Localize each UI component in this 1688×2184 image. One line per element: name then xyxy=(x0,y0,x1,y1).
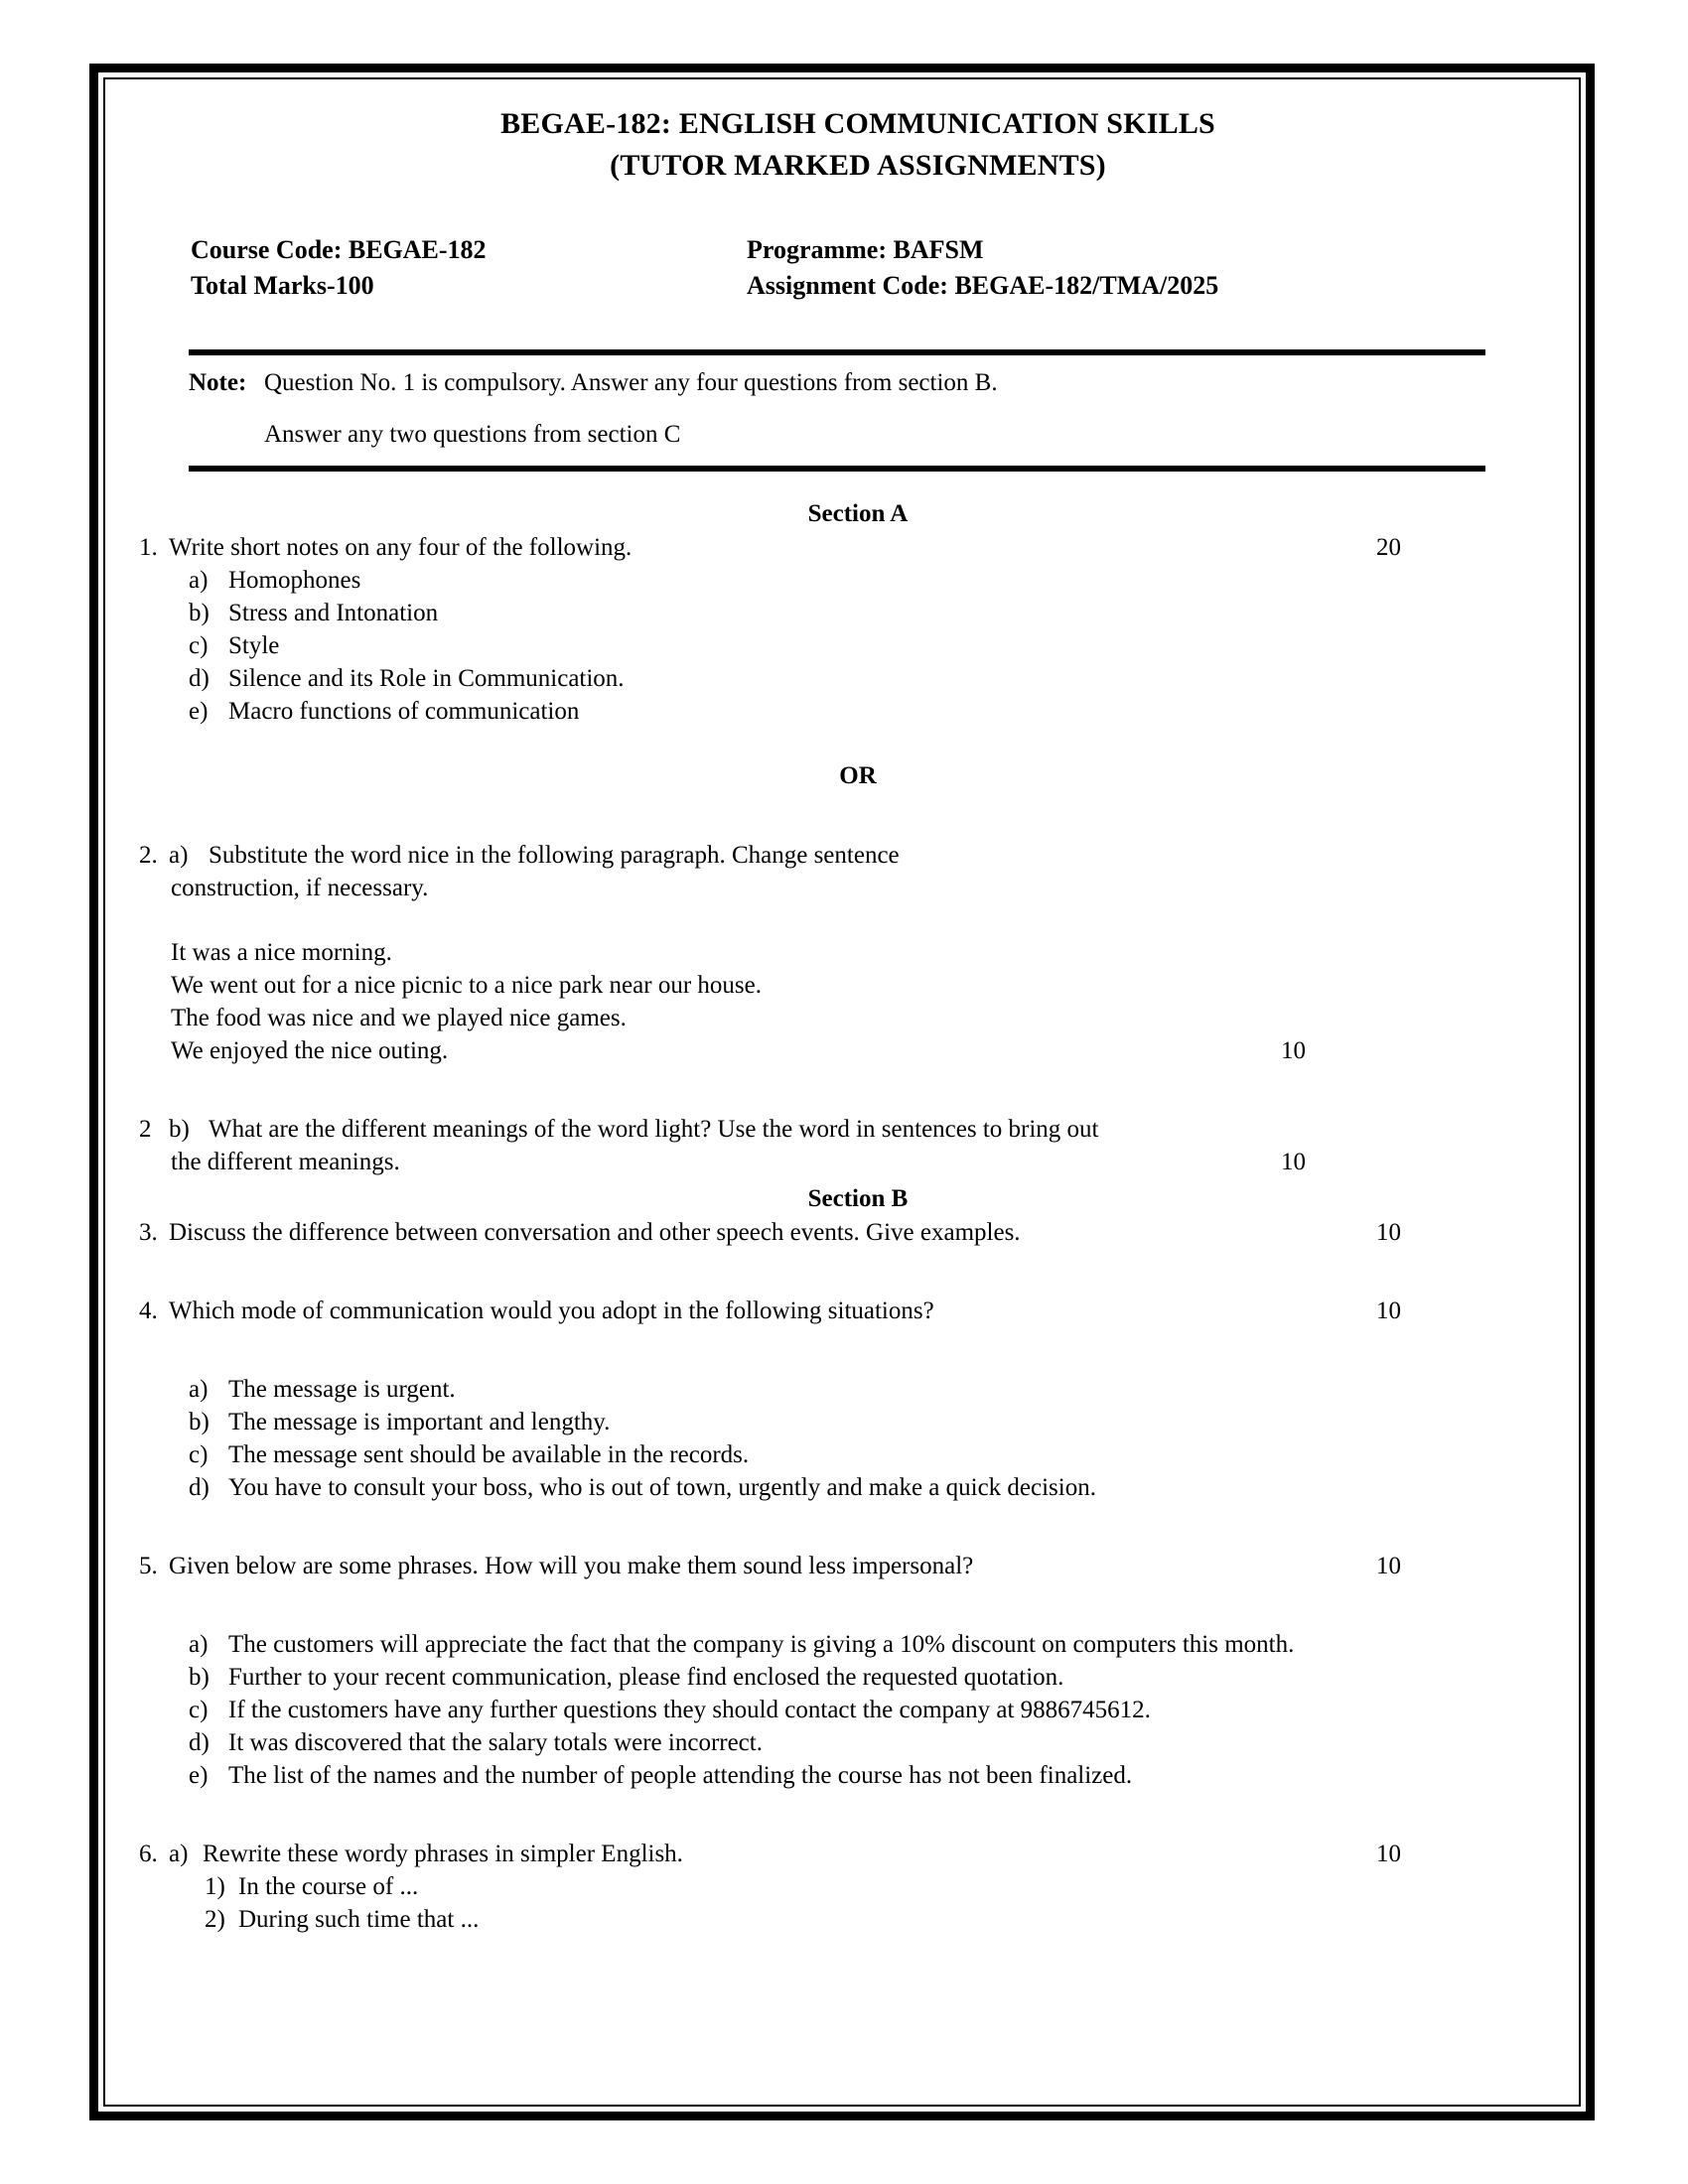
question-6 xyxy=(105,1838,1611,1870)
question-1-marks: 20 xyxy=(1376,534,1401,561)
question-2b-label: b) xyxy=(169,1116,190,1143)
item-label: a) xyxy=(189,567,209,594)
item-label: 1) xyxy=(205,1873,225,1900)
page-inner-border xyxy=(103,77,1581,2107)
spacer xyxy=(105,1327,1611,1373)
question-4-text: Which mode of communication would you adopt in the following situations? xyxy=(169,1297,934,1324)
item-text: If the customers have any further questions they should contact the company at 9886745612. xyxy=(228,1697,1151,1723)
item-text: The customers will appreciate the fact that the company is giving a 10% discount on computers this month. xyxy=(228,1631,1295,1658)
question-4-body xyxy=(169,1295,1587,1327)
item-text: The message is urgent. xyxy=(228,1376,456,1403)
question-3-marks: 10 xyxy=(1376,1219,1401,1246)
question-3-body xyxy=(169,1216,1587,1249)
item-text: The list of the names and the number of people attending the course has not been finalized. xyxy=(228,1762,1133,1789)
question-3-number: 3. xyxy=(139,1219,158,1246)
spacer xyxy=(105,1792,1611,1838)
question-5-body xyxy=(169,1550,1587,1582)
spacer xyxy=(105,1504,1611,1550)
item-text: In the course of ... xyxy=(238,1873,419,1900)
spacer xyxy=(105,1582,1611,1628)
question-1-number: 1. xyxy=(139,534,158,561)
question-6-text: Rewrite these wordy phrases in simpler English. xyxy=(203,1841,683,1867)
question-2a-paragraph-line-4-text: We enjoyed the nice outing. xyxy=(171,1037,449,1064)
question-1 xyxy=(105,531,1611,564)
note-line-1 xyxy=(189,363,1485,404)
note-text-2: Answer any two questions from section C xyxy=(264,421,681,448)
question-4-marks: 10 xyxy=(1376,1297,1401,1324)
question-4-item-c xyxy=(105,1438,1611,1471)
course-code-label: Course Code: BEGAE-182 xyxy=(191,235,487,264)
question-6-body xyxy=(203,1838,1444,1870)
item-text: Further to your recent communication, please find enclosed the requested quotation. xyxy=(228,1664,1064,1691)
question-6-number: 6. xyxy=(139,1841,158,1867)
question-2a-paragraph-line-3: The food was nice and we played nice games. xyxy=(171,1005,627,1031)
item-label: b) xyxy=(189,1409,210,1435)
item-text: Homophones xyxy=(228,567,361,594)
meta-row-course xyxy=(191,232,1525,268)
page-title-line1: BEGAE-182: ENGLISH COMMUNICATION SKILLS xyxy=(500,107,1215,140)
question-5-item-a xyxy=(105,1628,1611,1661)
note-line-2 xyxy=(189,404,1485,456)
item-text: It was discovered that the salary totals were incorrect. xyxy=(228,1729,763,1756)
question-3-text: Discuss the difference between conversation and other speech events. Give examples. xyxy=(169,1219,1021,1246)
question-2b-text-1: What are the different meanings of the word light? Use the word in sentences to bring out xyxy=(209,1116,1099,1143)
item-label: b) xyxy=(189,1664,210,1691)
question-6-item-1 xyxy=(105,1870,1611,1903)
question-2a-paragraph-line-4 xyxy=(105,1034,1611,1067)
item-text: The message is important and lengthy. xyxy=(228,1409,611,1435)
item-label: 2) xyxy=(205,1906,225,1933)
item-text: During such time that ... xyxy=(238,1906,480,1933)
spacer xyxy=(105,793,1611,839)
question-4-number: 4. xyxy=(139,1297,158,1324)
question-5-number: 5. xyxy=(139,1553,158,1579)
total-marks-label: Total Marks-100 xyxy=(191,271,374,300)
question-6-item-2 xyxy=(105,1903,1611,1936)
note-text-1: Question No. 1 is compulsory. Answer any four questions from section B. xyxy=(264,369,998,396)
question-2a-number: 2. xyxy=(139,842,158,869)
question-1-item-e xyxy=(105,695,1611,728)
question-6-label: a) xyxy=(169,1841,189,1867)
question-1-item-b xyxy=(105,597,1611,629)
question-4-item-b xyxy=(105,1406,1611,1438)
document-content xyxy=(105,79,1611,2136)
question-3 xyxy=(105,1216,1611,1249)
spacer xyxy=(105,904,1611,936)
question-6-marks: 10 xyxy=(1376,1841,1401,1867)
item-label: d) xyxy=(189,1474,210,1501)
question-2b-marks: 10 xyxy=(1281,1149,1306,1175)
question-2b-text-2-label: the different meanings. xyxy=(171,1149,400,1175)
question-2a-label: a) xyxy=(169,842,189,869)
question-5-item-b xyxy=(105,1661,1611,1694)
spacer xyxy=(105,1067,1611,1113)
section-a-heading: Section A xyxy=(807,500,909,527)
question-2b xyxy=(105,1113,1611,1146)
assignment-code-label: Assignment Code: BEGAE-182/TMA/2025 xyxy=(747,271,1219,300)
question-5-text: Given below are some phrases. How will you make them sound less impersonal? xyxy=(169,1553,974,1579)
item-text: You have to consult your boss, who is out of town, urgently and make a quick decision. xyxy=(228,1474,1096,1501)
spacer xyxy=(105,1249,1611,1295)
item-text: Silence and its Role in Communication. xyxy=(228,665,625,692)
item-label: e) xyxy=(189,1762,209,1789)
question-5 xyxy=(105,1550,1611,1582)
question-2b-text-2 xyxy=(105,1146,1611,1178)
question-4-item-d xyxy=(105,1471,1611,1504)
question-1-text: Write short notes on any four of the following. xyxy=(169,534,633,561)
question-1-item-d xyxy=(105,662,1611,695)
page-title-line2: (TUTOR MARKED ASSIGNMENTS) xyxy=(610,149,1106,182)
question-2a-text-1: Substitute the word nice in the following paragraph. Change sentence xyxy=(209,842,900,869)
item-label: d) xyxy=(189,665,210,692)
question-4-item-a xyxy=(105,1373,1611,1406)
document-title-block xyxy=(105,103,1611,187)
question-2a xyxy=(105,839,1611,872)
item-label: c) xyxy=(189,1441,209,1468)
item-label: c) xyxy=(189,632,209,659)
meta-row-marks xyxy=(191,268,1525,304)
question-5-item-d xyxy=(105,1726,1611,1759)
item-text: Style xyxy=(228,632,280,659)
section-b-heading: Section B xyxy=(807,1185,909,1212)
or-heading: OR xyxy=(839,762,877,789)
item-text: The message sent should be available in the records. xyxy=(228,1441,750,1468)
question-4 xyxy=(105,1295,1611,1327)
note-label: Note: xyxy=(189,369,247,396)
question-5-item-e xyxy=(105,1759,1611,1792)
item-label: e) xyxy=(189,698,209,725)
item-text: Macro functions of communication xyxy=(228,698,580,725)
item-label: a) xyxy=(189,1376,209,1403)
course-meta-block xyxy=(105,232,1611,304)
question-2a-marks: 10 xyxy=(1281,1037,1306,1064)
question-2a-paragraph-line-1: It was a nice morning. xyxy=(171,939,392,966)
question-5-marks: 10 xyxy=(1376,1553,1401,1579)
question-2a-text-2: construction, if necessary. xyxy=(171,875,429,901)
programme-label: Programme: BAFSM xyxy=(747,235,984,264)
question-5-item-c xyxy=(105,1694,1611,1726)
item-label: d) xyxy=(189,1729,210,1756)
spacer xyxy=(105,728,1611,759)
item-label: c) xyxy=(189,1697,209,1723)
note-label-spacer xyxy=(189,418,264,452)
question-1-item-c xyxy=(105,629,1611,662)
question-2b-number: 2 xyxy=(139,1116,152,1143)
question-2a-paragraph-line-2: We went out for a nice picnic to a nice park near our house. xyxy=(171,972,762,999)
item-text: Stress and Intonation xyxy=(228,600,439,626)
item-label: b) xyxy=(189,600,210,626)
page-outer-border xyxy=(89,64,1595,2120)
item-label: a) xyxy=(189,1631,209,1658)
question-1-body xyxy=(169,531,1587,564)
note-block xyxy=(189,349,1485,472)
question-1-item-a xyxy=(105,564,1611,597)
